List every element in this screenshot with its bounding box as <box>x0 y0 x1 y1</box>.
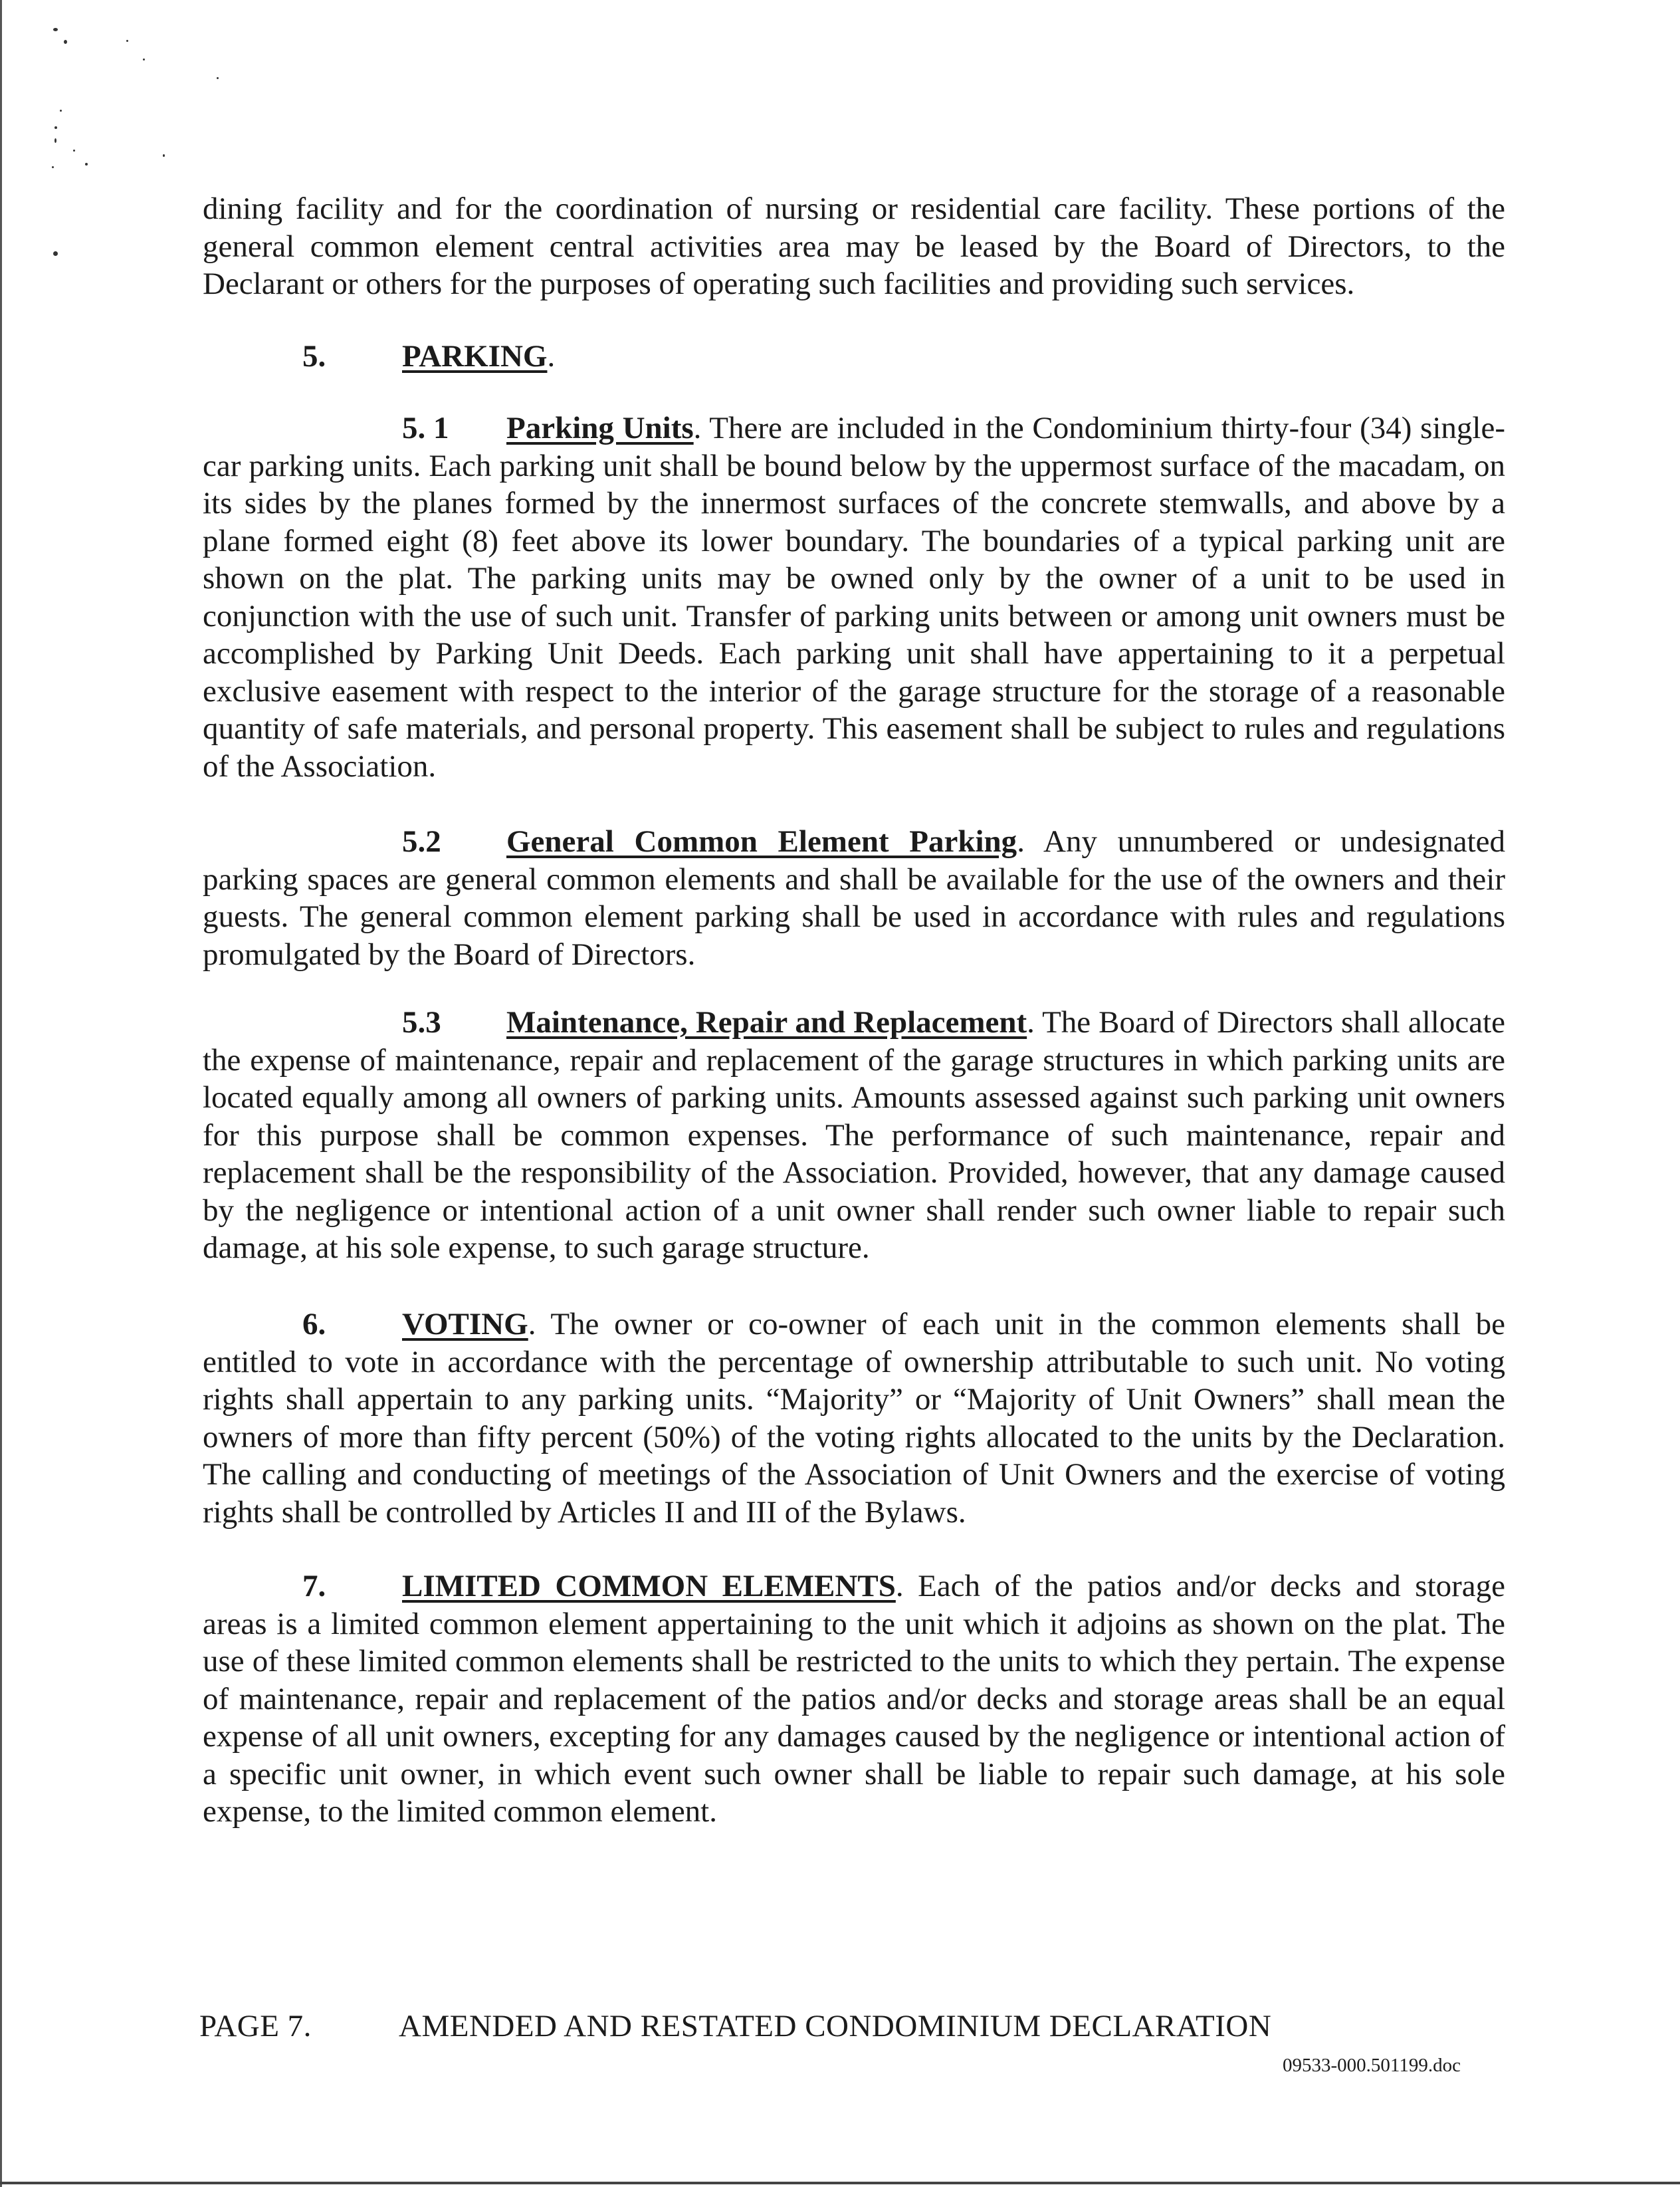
section-7-number: 7. <box>302 1569 326 1603</box>
section-5-3-paragraph <box>203 1004 1505 1267</box>
section-5-1-body: . There are included in the Condominium thirty-four (34) single-car parking units. Each parking unit shall be bound below by the uppermost surface of the macadam, on its sides by the planes formed by the innermost surfaces of the concrete stemwalls, and above by a plane formed eight (8) feet above its lower boundary. The boundaries of a typical parking unit are shown on the plat. The parking units may be owned only by the owner of a unit to be used in conjunction with the use of such unit. Transfer of parking units between or among unit owners must be accomplished by Parking Unit Deeds. Each parking unit shall have appertaining to it a perpetual exclusive easement with respect to the interior of the garage structure for the storage of a reasonable quantity of safe materials, and personal property. This easement shall be subject to rules and regulations of the Association. <box>203 411 1505 784</box>
section-6-number: 6. <box>302 1307 326 1341</box>
section-7-body: . Each of the patios and/or decks and storage areas is a limited common element appertaining to the unit which it adjoins as shown on the plat. The use of these limited common elements shall be restricted to the units to which they pertain. The expense of maintenance, repair and replacement of the patios and/or decks and storage areas shall be an equal expense of all unit owners, excepting for any damages caused by the negligence or intentional action of a specific unit owner, in which event such owner shall be liable to repair such damage, at his sole expense, to the limited common element. <box>203 1569 1506 1829</box>
section-5-heading <box>302 338 555 375</box>
section-7-paragraph <box>203 1567 1505 1831</box>
section-5-1-paragraph <box>203 409 1505 785</box>
section-7-title: LIMITED COMMON ELEMENTS <box>402 1569 896 1603</box>
section-5-1-number: 5. 1 <box>402 411 449 445</box>
section-6-title: VOTING <box>402 1307 528 1341</box>
section-5-3-number: 5.3 <box>402 1005 441 1040</box>
section-6-body: . The owner or co-owner of each unit in the common elements shall be entitled to vote in accordance with the percentage of ownership attributable to such unit. No voting rights shall appertain to any parking units. “Majority” or “Majority of Unit Owners” shall mean the owners of more than fifty percent (50%) of the voting rights allocated to the units by the Declaration. The calling and conducting of meetings of the Association of Unit Owners and the exercise of voting rights shall be controlled by Articles II and III of the Bylaws. <box>203 1307 1505 1530</box>
footer-page-number: PAGE 7. <box>199 2009 312 2043</box>
section-5-2-number: 5.2 <box>402 824 441 859</box>
scan-border-left <box>0 0 2 2187</box>
section-5-3-title: Maintenance, Repair and Replacement <box>506 1005 1027 1040</box>
section-5-title-punct: . <box>547 339 556 374</box>
section-6-paragraph <box>203 1306 1505 1531</box>
intro-paragraph: dining facility and for the coordination of nursing or residential care facility. These portions of the general common element central activities area may be leased by the Board of Directors, to the Declarant or others for the purposes of operating such facilities and providing such services. <box>203 191 1505 301</box>
footer-document-title: AMENDED AND RESTATED CONDOMINIUM DECLARATION <box>399 2009 1272 2043</box>
page-footer <box>199 2008 1271 2045</box>
section-5-2-body: . Any unnumbered or undesignated parking spaces are general common elements and shall be available for the use of the owners and their guests. The general common element parking shall be used in accordance with rules and regulations promulgated by the Board of Directors. <box>203 824 1506 972</box>
scan-border-bottom <box>0 2182 1680 2184</box>
section-5-2-paragraph <box>203 823 1505 973</box>
section-5-title: PARKING <box>402 339 548 374</box>
section-5-2-title: General Common Element Parking <box>506 824 1017 859</box>
section-5-3-body: . The Board of Directors shall allocate the expense of maintenance, repair and replacement of the garage structures in which parking units are located equally among all owners of parking units. Amounts assessed against such parking unit owners for this purpose shall be common expenses. The performance of such maintenance, repair and replacement shall be the responsibility of the Association. Provided, however, that any damage caused by the negligence or intentional action of a unit owner shall render such owner liable to repair such damage, at his sole expense, to such garage structure. <box>203 1005 1505 1265</box>
footer-document-reference: 09533-000.501199.doc <box>1283 2055 1461 2076</box>
section-5-number: 5. <box>302 339 326 374</box>
section-5-1-title: Parking Units <box>506 411 694 445</box>
